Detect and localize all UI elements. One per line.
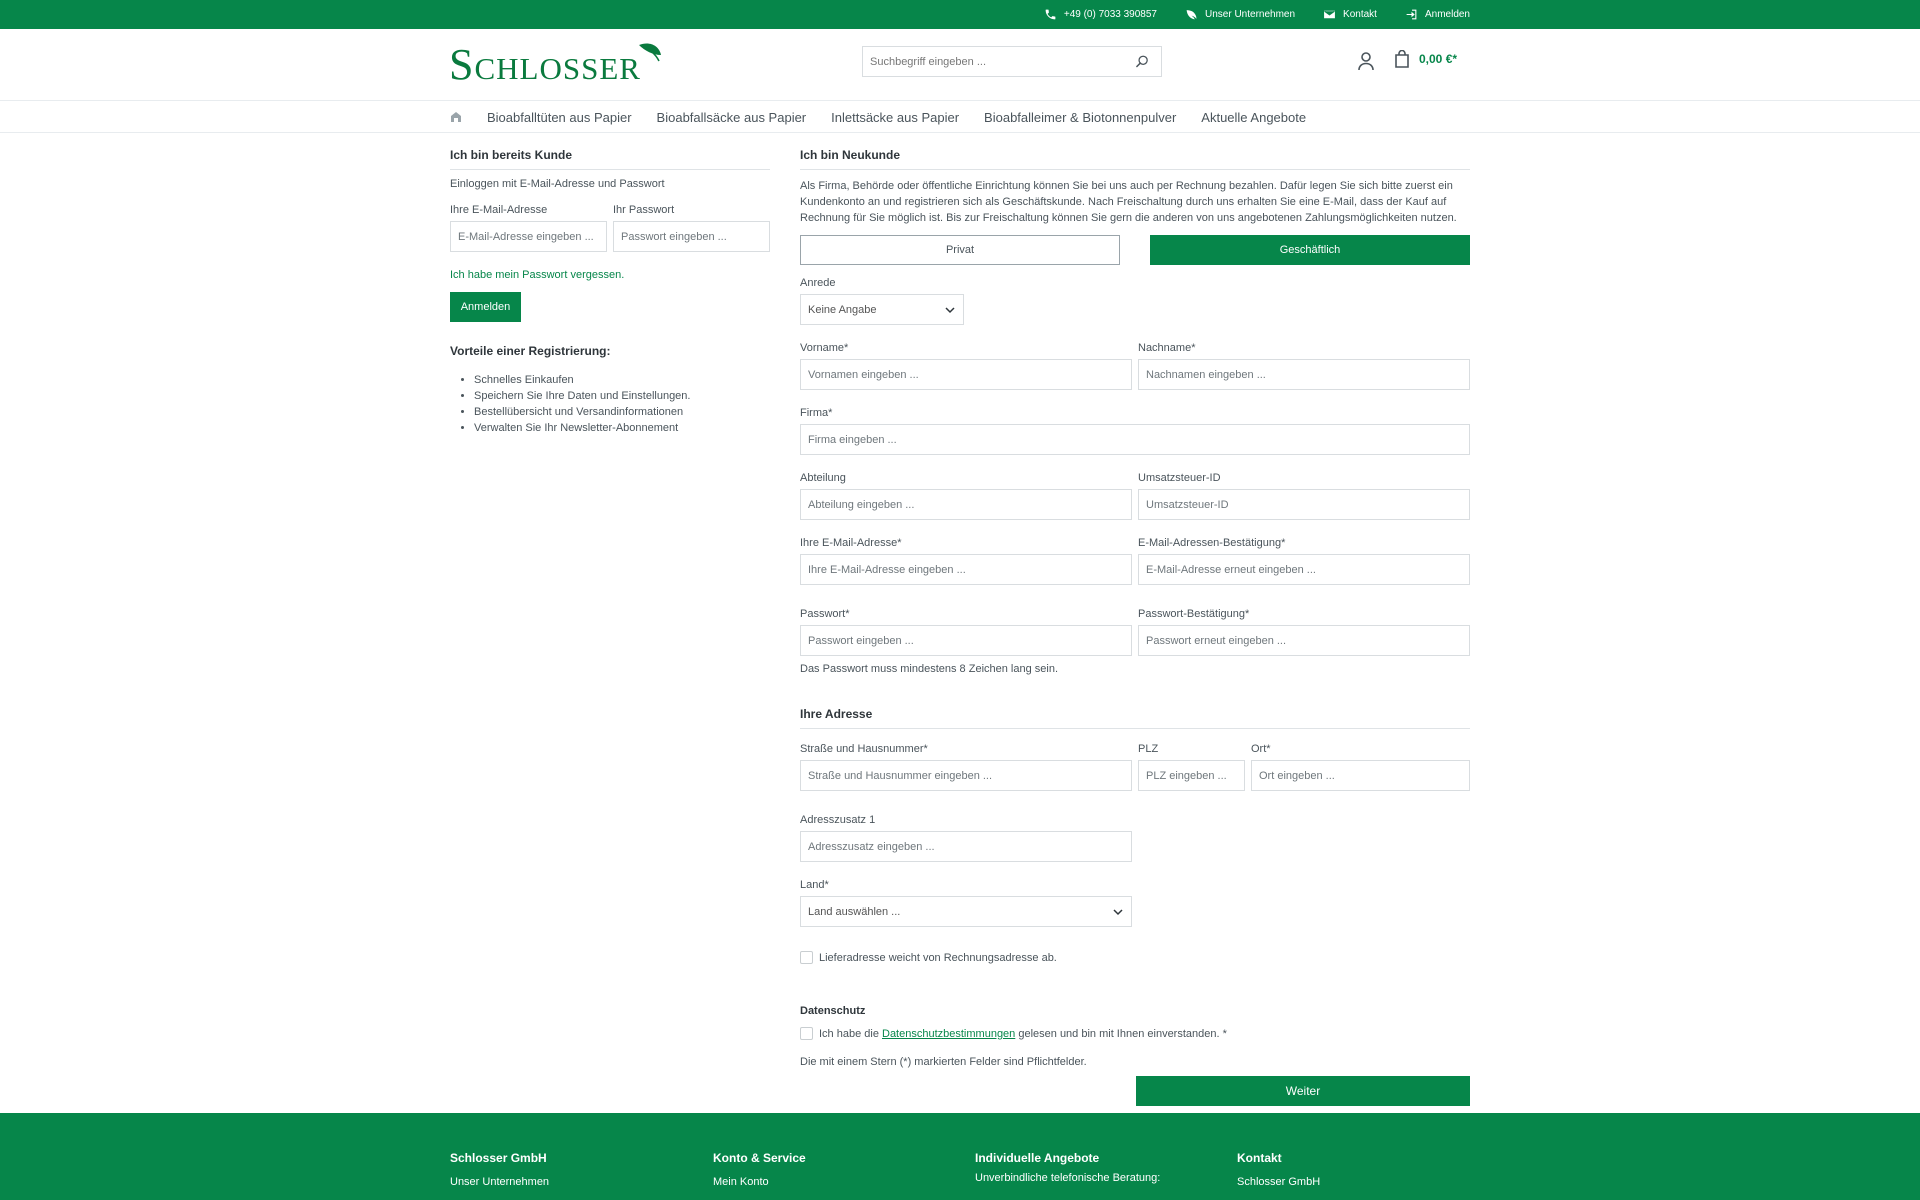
city-label: Ort* [1251,743,1271,755]
list-item: • Verwalten Sie Ihr Newsletter-Abonnement [474,420,770,436]
login-submit-button[interactable]: Anmelden [450,292,521,322]
footer-title-company: Schlosser GmbH [450,1151,547,1165]
login-icon [1405,8,1418,21]
logo[interactable] [449,41,665,89]
company-input[interactable] [800,424,1470,455]
list-item: • Speichern Sie Ihre Daten und Einstellungen. [474,388,770,404]
address-title: Ihre Adresse [800,707,1470,729]
mail-icon [1323,8,1336,21]
password-hint: Das Passwort muss mindestens 8 Zeichen lang sein. [800,663,1059,675]
email-confirm-label: E-Mail-Adressen-Bestätigung* [1138,537,1286,549]
list-item: • Bestellübersicht und Versandinformationen [474,404,770,420]
street-label: Straße und Hausnummer* [800,743,928,755]
nav-item-aktuelle-angebote[interactable]: Aktuelle Angebote [1201,109,1307,125]
firstname-label: Vorname* [800,342,849,354]
nav-item-bioabfalltueten[interactable]: Bioabfalltüten aus Papier [487,109,632,125]
register-intro: Als Firma, Behörde oder öffentliche Einrichtung können Sie bei uns auch per Rechnung bezahlen. Dafür legen Sie sich bitte zuerst ein Kundenkonto an und registrieren sich als Geschäftskunde. Nach Freischaltung durch uns erhalten Sie eine E-Mail, dass der Kauf auf Rechnung für Sie möglich ist. Bis zur Freischaltung können Sie gern die anderen von uns angebotenen Zahlungsmöglichkeiten nutzen. [800,180,1457,224]
privacy-checkbox[interactable] [800,1027,813,1040]
lastname-input[interactable] [1138,359,1470,390]
login-section [450,148,770,436]
account-button[interactable] [1357,51,1375,71]
topbar-phone-label: +49 (0) 7033 390857 [1063,9,1157,20]
footer-link-company[interactable]: Unser Unternehmen [450,1176,550,1188]
zip-input[interactable] [1138,760,1245,791]
nav-item-inlettsaecke[interactable]: Inlettsäcke aus Papier [831,109,960,125]
country-select[interactable] [800,896,1132,927]
topbar-contact-label: Kontakt [1343,9,1377,20]
search-input[interactable] [863,47,1123,76]
email-label: Ihre E-Mail-Adresse* [800,537,902,549]
password-confirm-label: Passwort-Bestätigung* [1138,608,1250,620]
shipping-different-checkbox[interactable] [800,951,813,964]
topbar-company-link[interactable] [1185,8,1295,21]
department-input[interactable] [800,489,1132,520]
company-label: Firma* [800,407,833,419]
main-nav [0,101,1920,133]
nav-item-bioabfallsaecke[interactable]: Bioabfallsäcke aus Papier [656,109,807,125]
home-icon[interactable] [449,110,463,124]
login-title: Ich bin bereits Kunde [450,148,770,170]
email-confirm-field[interactable] [1138,554,1470,585]
password-field[interactable] [800,625,1132,656]
department-label: Abteilung [800,472,846,484]
account-type-private-button[interactable]: Privat [800,235,1120,265]
header [0,29,1920,101]
lastname-label: Nachname* [1138,342,1196,354]
address-addition-label: Adresszusatz 1 [800,814,876,826]
vat-id-label: Umsatzsteuer-ID [1138,472,1221,484]
footer-title-service: Konto & Service [713,1151,806,1165]
benefits-list [450,372,770,436]
address-addition-input[interactable] [800,831,1132,862]
salutation-label: Anrede [800,277,836,289]
logo-text: Schlosser [449,40,641,89]
register-section [800,148,1470,1106]
footer [0,1113,1920,1200]
footer-link-account[interactable]: Mein Konto [713,1176,769,1188]
password-confirm-field[interactable] [1138,625,1470,656]
cart-total: 0,00 €* [1419,52,1458,66]
login-password-label: Ihr Passwort [613,204,675,216]
topbar-login-link[interactable] [1405,8,1470,21]
shipping-different-label: Lieferadresse weicht von Rechnungsadresse ab. [819,951,1057,964]
privacy-policy-link[interactable]: Datenschutzbestimmungen [882,1027,1016,1040]
privacy-label [819,1028,1227,1040]
forgot-password-link[interactable]: Ich habe mein Passwort vergessen. [450,269,625,281]
salutation-select[interactable] [800,294,964,325]
footer-title-contact: Kontakt [1237,1151,1282,1165]
privacy-title: Datenschutz [800,1005,866,1017]
list-item: • Schnelles Einkaufen [474,372,770,388]
phone-icon [1044,8,1057,21]
chevron-down-icon [1113,908,1123,916]
footer-text-company-name: Schlosser GmbH [1237,1176,1321,1188]
login-password-input[interactable] [613,221,770,252]
search-button[interactable] [1123,47,1161,76]
topbar-login-label: Anmelden [1424,9,1470,20]
footer-text-consulting: Unverbindliche telefonische Beratung: [975,1172,1161,1184]
register-submit-button[interactable]: Weiter [1136,1076,1470,1106]
city-input[interactable] [1251,760,1470,791]
email-field[interactable] [800,554,1132,585]
search-box [862,46,1162,77]
street-input[interactable] [800,760,1132,791]
account-type-business-button[interactable]: Geschäftlich [1150,235,1470,265]
cart-icon [1393,50,1411,68]
salutation-value: Keine Angabe [808,303,877,316]
country-value: Land auswählen ... [808,905,901,918]
top-bar [0,0,1920,29]
chevron-down-icon [945,306,955,314]
login-subtitle: Einloggen mit E-Mail-Adresse und Passwort [450,178,665,190]
country-label: Land* [800,879,829,891]
zip-label: PLZ [1138,743,1159,755]
topbar-phone-link[interactable] [1044,8,1157,21]
nav-item-bioabfalleimer[interactable]: Bioabfalleimer & Biotonnenpulver [984,109,1177,125]
login-email-input[interactable] [450,221,607,252]
topbar-company-label: Unser Unternehmen [1205,9,1296,20]
benefits-title: Vorteile einer Registrierung: [450,344,611,358]
required-note: Die mit einem Stern (*) markierten Felder sind Pflichtfelder. [800,1056,1087,1068]
privacy-text-pre: Ich habe die [819,1027,882,1040]
vat-id-input[interactable] [1138,489,1470,520]
leaf-icon [635,39,665,69]
firstname-input[interactable] [800,359,1132,390]
register-title: Ich bin Neukunde [800,148,1470,170]
search-icon [1135,54,1150,69]
privacy-text-post: gelesen und bin mit Ihnen einverstanden. * [1015,1027,1227,1040]
login-email-label: Ihre E-Mail-Adresse [450,204,548,216]
password-label: Passwort* [800,608,850,620]
user-icon [1357,51,1375,71]
topbar-contact-link[interactable] [1323,8,1377,21]
cart-button[interactable] [1393,50,1457,68]
footer-title-offers: Individuelle Angebote [975,1151,1100,1165]
leaf-icon [1185,8,1198,21]
